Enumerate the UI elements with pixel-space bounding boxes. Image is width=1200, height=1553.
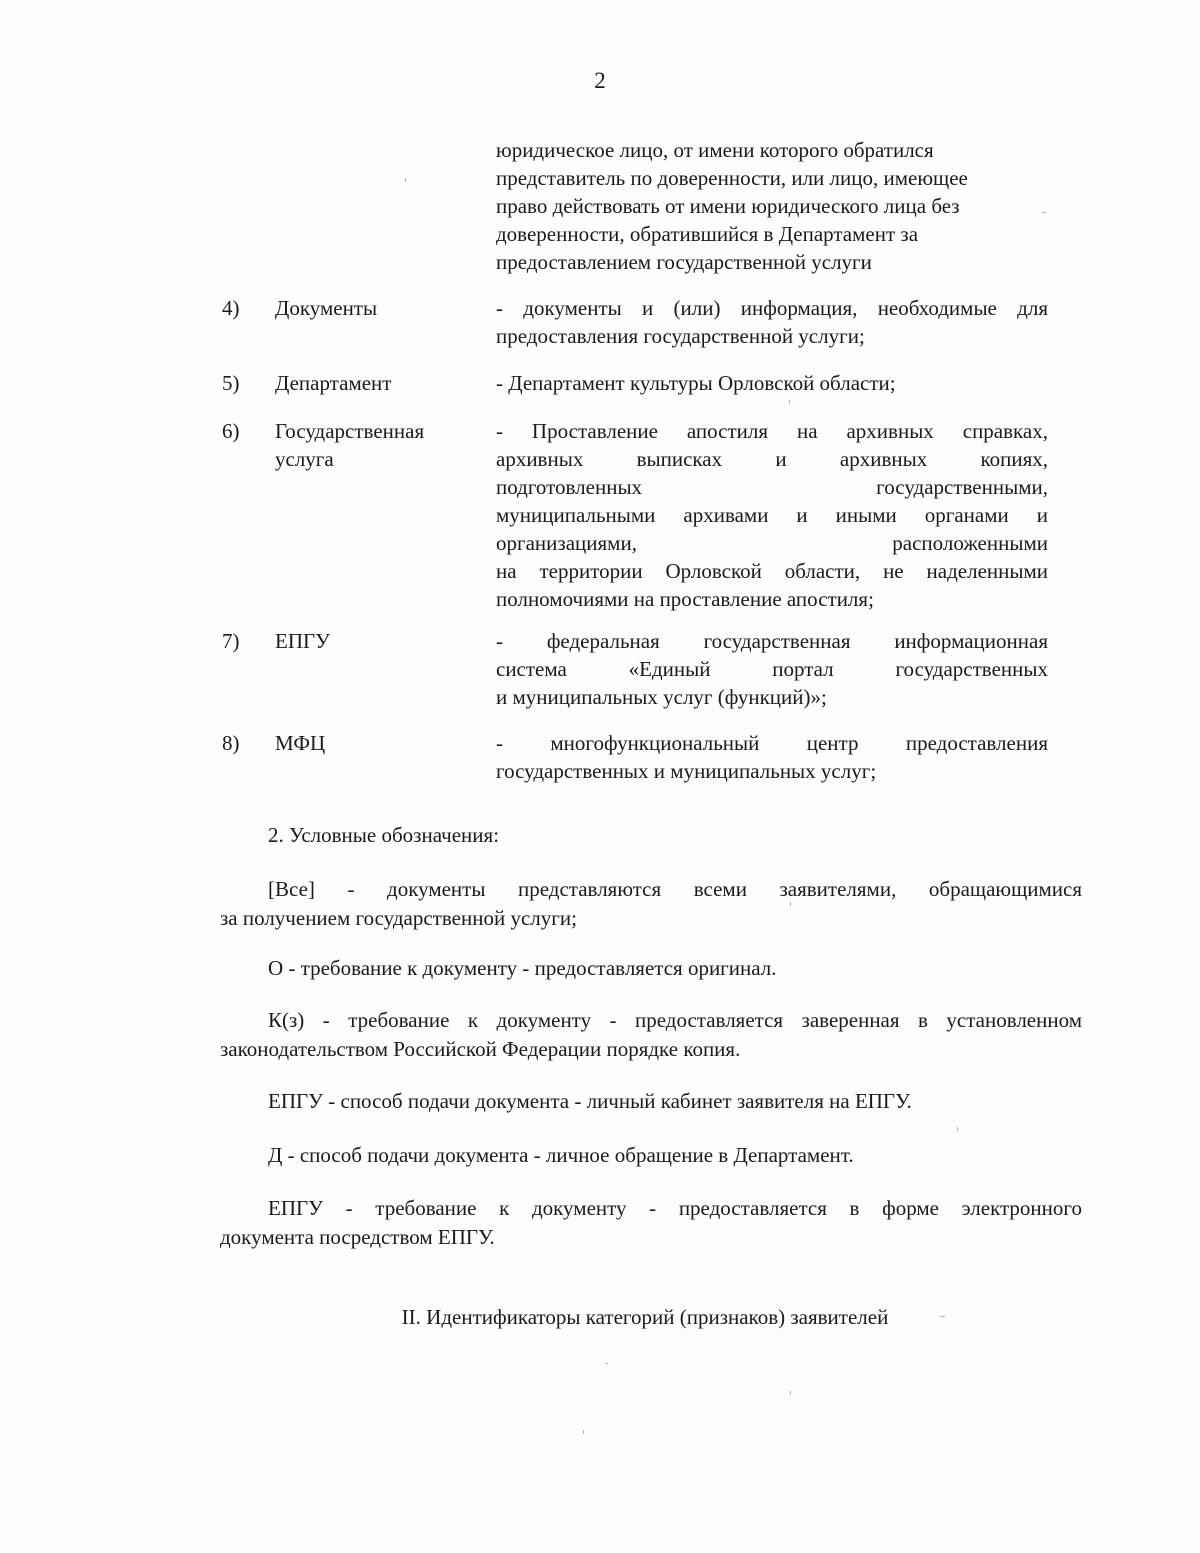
term-number: 4) xyxy=(222,296,240,320)
term-definition xyxy=(496,729,1048,785)
legend-line: ЕПГУ - требование к документу - предоставляется в форме электронного xyxy=(268,1196,1082,1220)
definition-line: архивных выписках и архивных копиях, xyxy=(496,447,1048,471)
definition-line: - многофункциональный центр предоставления xyxy=(496,731,1048,755)
continuation-line: предоставлением государственной услуги xyxy=(496,250,872,274)
term-definition xyxy=(496,294,1048,350)
legend-item-department-submission xyxy=(220,1141,1082,1170)
term-name: ЕПГУ xyxy=(275,629,331,653)
definition-line: подготовленных государственными, xyxy=(496,475,1048,499)
legend-item-certified-copy xyxy=(220,1006,1082,1064)
term-number: 7) xyxy=(222,629,240,653)
term-name: МФЦ xyxy=(275,731,326,755)
term-name: Департамент xyxy=(275,371,392,395)
scan-speck xyxy=(605,1363,608,1364)
definition-line: муниципальными архивами и иными органами и xyxy=(496,503,1048,527)
legend-line: К(з) - требование к документу - предоставляется заверенная в установленном xyxy=(268,1008,1082,1032)
continuation-line: юридическое лицо, от имени которого обратился xyxy=(496,138,934,162)
legend-line: О - требование к документу - предоставляется оригинал. xyxy=(268,956,777,980)
legend-heading: 2. Условные обозначения: xyxy=(268,823,500,847)
section-heading: II. Идентификаторы категорий (признаков) заявителей xyxy=(401,1305,889,1329)
scan-speck xyxy=(790,1391,791,1395)
definition-line: предоставления государственной услуги; xyxy=(496,324,865,348)
scan-speck xyxy=(789,400,790,404)
scan-speck xyxy=(405,178,406,182)
legend-line: [Все] - документы представляются всеми заявителями, обращающимися xyxy=(268,877,1082,901)
legend-line: документа посредством ЕПГУ. xyxy=(220,1225,495,1249)
definition-line: - Проставление апостиля на архивных справках, xyxy=(496,419,1048,443)
legend-line: ЕПГУ - способ подачи документа - личный кабинет заявителя на ЕПГУ. xyxy=(268,1089,912,1113)
legend-item-epgu-electronic xyxy=(220,1194,1082,1252)
legend-line: законодательством Российской Федерации порядке копия. xyxy=(220,1037,741,1061)
definition-line: - федеральная государственная информационная xyxy=(496,629,1048,653)
definition-line: организациями, расположенными xyxy=(496,531,1048,555)
term-definition xyxy=(496,369,1048,397)
term-number: 5) xyxy=(222,371,240,395)
continuation-line: представитель по доверенности, или лицо, имеющее xyxy=(496,166,968,190)
definition-line: полномочиями на проставление апостиля; xyxy=(496,587,874,611)
legend-line: Д - способ подачи документа - личное обращение в Департамент. xyxy=(268,1143,854,1167)
legend-item-epgu-submission xyxy=(220,1087,1082,1116)
term-definition xyxy=(496,627,1048,711)
term-number: 8) xyxy=(222,731,240,755)
definition-continuation xyxy=(496,136,1056,276)
scan-speck xyxy=(1042,212,1046,213)
definition-line: - документы и (или) информация, необходимые для xyxy=(496,296,1048,320)
continuation-line: право действовать от имени юридического лица без xyxy=(496,194,960,218)
scan-speck xyxy=(957,1127,958,1131)
term-definition xyxy=(496,417,1048,613)
definition-line: система «Единый портал государственных xyxy=(496,657,1048,681)
page-number: 2 xyxy=(594,68,606,93)
scan-speck xyxy=(790,902,791,906)
definition-line: - Департамент культуры Орловской области; xyxy=(496,371,896,395)
definition-line: на территории Орловской области, не наделенными xyxy=(496,559,1048,583)
definition-line: и муниципальных услуг (функций)»; xyxy=(496,685,827,709)
continuation-line: доверенности, обратившийся в Департамент за xyxy=(496,222,919,246)
term-name: Государственная услуга xyxy=(275,419,425,471)
definition-line: государственных и муниципальных услуг; xyxy=(496,759,877,783)
legend-item-original xyxy=(220,954,1082,983)
term-number: 6) xyxy=(222,419,240,443)
legend-line: за получением государственной услуги; xyxy=(220,906,577,930)
term-name: Документы xyxy=(275,296,378,320)
scan-speck xyxy=(583,1430,584,1434)
legend-item-all xyxy=(220,875,1082,933)
scan-speck xyxy=(940,1316,945,1317)
